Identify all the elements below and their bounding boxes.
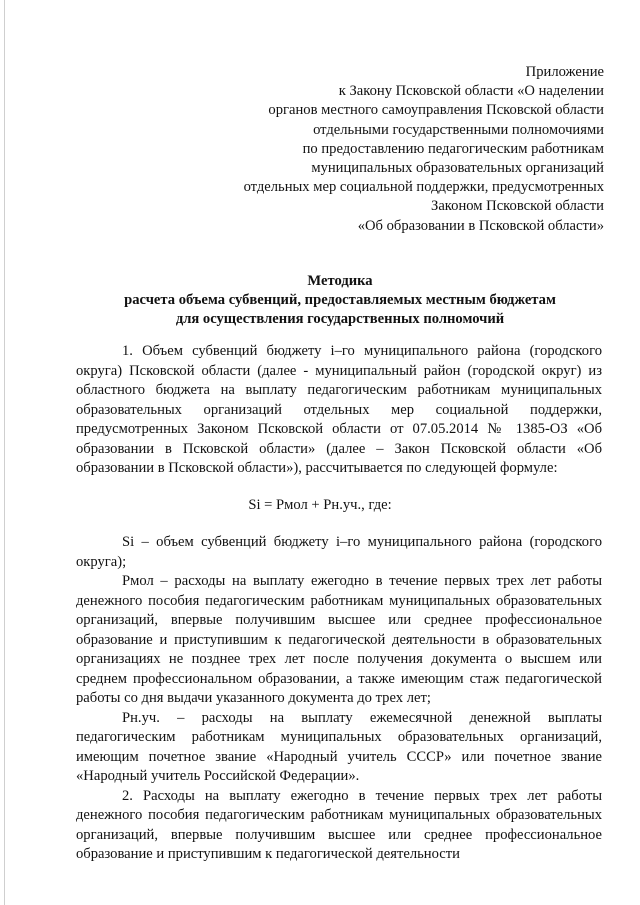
title-line-1: Методика xyxy=(307,273,373,289)
annex-line: Законом Псковской области xyxy=(431,198,604,215)
formula: Si = Рмол + Рн.уч., где: xyxy=(248,497,392,513)
title-line-3: для осуществления государственных полномочий xyxy=(175,311,505,327)
definition-rnuch: Рн.уч. – расходы на выплату ежемесячной денежной выплаты педагогическим работникам муниципальных образовательных организаций, имеющим почетное звание «Народный учитель СССР» или почетное звание «Народный учитель Российской Федерации». xyxy=(76,709,602,784)
annex-line: «Об образовании в Псковской области» xyxy=(357,217,604,234)
annex-line: к Закону Псковской области «О наделении xyxy=(338,83,604,100)
annex-line: по предоставлению педагогическим работникам xyxy=(302,140,604,157)
annex-header xyxy=(244,63,604,236)
document-title xyxy=(60,272,620,329)
annex-line: муниципальных образовательных организаций xyxy=(311,160,604,177)
annex-line: органов местного самоуправления Псковской области xyxy=(268,102,604,119)
definition-rmol: Рмол – расходы на выплату ежегодно в течение первых трех лет работы денежного пособия педагогическим работникам муниципальных образовательных организаций, впервые получившим высшее или среднее профессиональное образование и приступившим к педагогической деятельности в образовательных организациях не позднее трех лет после получения документа о высшем или среднем профессиональном образовании, а также имеющим стаж педагогической работы со дня выдачи указанного документа до трех лет; xyxy=(76,573,602,706)
annex-line: Приложение xyxy=(525,64,604,80)
scan-edge-line xyxy=(4,0,5,905)
paragraph-1: 1. Объем субвенций бюджету i–го муниципального района (городского округа) Псковской области (далее - муниципальный район (городской округ) из областного бюджета на выплату педагогическим работникам муниципальных образовательных организаций отдельных мер социальной поддержки, предусмотренных Законом Псковской области от 07.05.2014 № 1385-ОЗ «Об образовании в Псковской области» (далее – Закон Псковской области «Об образовании в Псковской области»), рассчитывается по следующей формуле: xyxy=(76,343,602,476)
annex-line: отдельными государственными полномочиями xyxy=(313,121,604,138)
definition-si: Si – объем субвенций бюджету i–го муниципального района (городского округа); xyxy=(76,534,602,570)
section-1 xyxy=(76,342,602,479)
definitions xyxy=(76,533,602,865)
paragraph-2: 2. Расходы на выплату ежегодно в течение первых трех лет работы денежного пособия педагогическим работникам муниципальных образовательных организаций, впервые получившим высшее или среднее профессиональное образование и приступившим к педагогической деятельности xyxy=(76,787,602,862)
annex-line: отдельных мер социальной поддержки, предусмотренных xyxy=(243,179,604,196)
title-line-2: расчета объема субвенций, предоставляемых местным бюджетам xyxy=(124,292,556,308)
